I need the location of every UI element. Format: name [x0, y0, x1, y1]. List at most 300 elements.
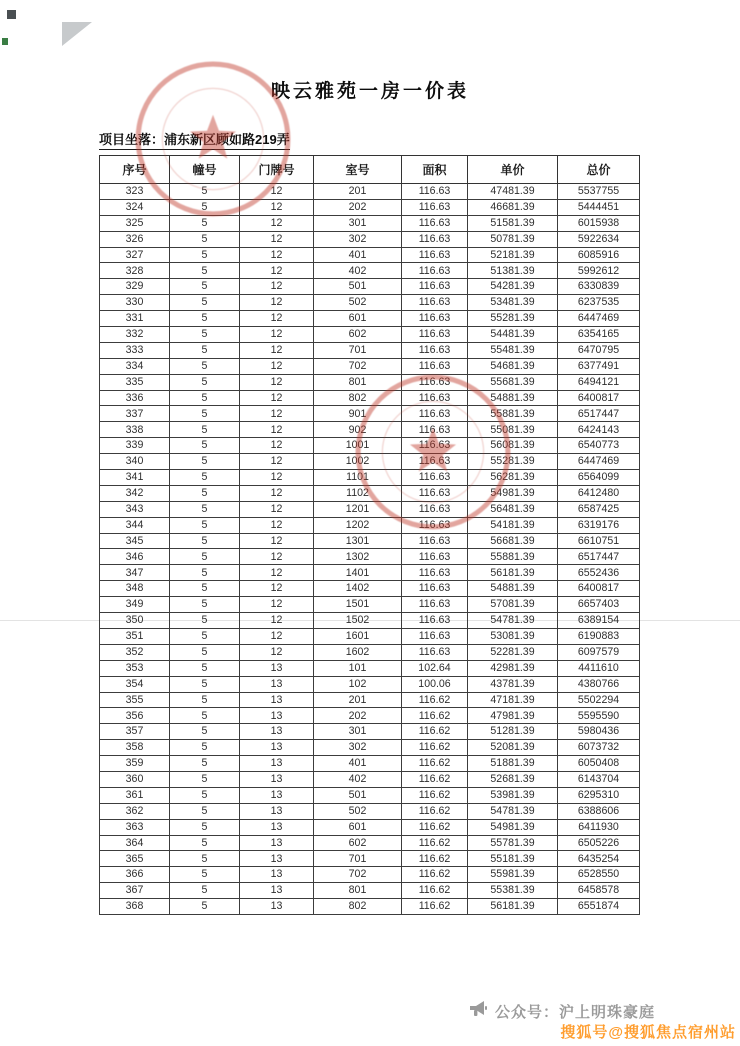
table-cell: 355: [100, 692, 170, 708]
table-cell: 55281.39: [468, 454, 558, 470]
table-cell: 341: [100, 470, 170, 486]
table-cell: 116.62: [402, 756, 468, 772]
table-row: [100, 628, 640, 644]
table-cell: 6424143: [558, 422, 640, 438]
table-cell: 901: [314, 406, 402, 422]
table-cell: 343: [100, 501, 170, 517]
table-cell: 52681.39: [468, 771, 558, 787]
table-cell: 5: [170, 374, 240, 390]
table-cell: 345: [100, 533, 170, 549]
table-row: [100, 613, 640, 629]
table-cell: 5: [170, 756, 240, 772]
table-cell: 363: [100, 819, 170, 835]
table-cell: 364: [100, 835, 170, 851]
table-cell: 43781.39: [468, 676, 558, 692]
table-row: [100, 485, 640, 501]
table-cell: 13: [240, 867, 314, 883]
table-cell: 348: [100, 581, 170, 597]
table-cell: 201: [314, 692, 402, 708]
table-cell: 51381.39: [468, 263, 558, 279]
table-row: [100, 597, 640, 613]
table-cell: 1501: [314, 597, 402, 613]
table-cell: 5992612: [558, 263, 640, 279]
table-cell: 12: [240, 628, 314, 644]
table-cell: 1402: [314, 581, 402, 597]
table-cell: 5: [170, 422, 240, 438]
table-cell: 116.63: [402, 613, 468, 629]
table-cell: 116.62: [402, 803, 468, 819]
table-cell: 52281.39: [468, 644, 558, 660]
table-cell: 116.63: [402, 406, 468, 422]
table-cell: 116.63: [402, 358, 468, 374]
table-cell: 5922634: [558, 231, 640, 247]
sohu-watermark: 搜狐号@搜狐焦点宿州站: [560, 1024, 736, 1041]
table-cell: 5: [170, 835, 240, 851]
table-cell: 12: [240, 215, 314, 231]
table-row: [100, 787, 640, 803]
table-cell: 342: [100, 485, 170, 501]
table-cell: 6458578: [558, 883, 640, 899]
table-cell: 5: [170, 644, 240, 660]
table-cell: 12: [240, 533, 314, 549]
table-cell: 4380766: [558, 676, 640, 692]
table-cell: 101: [314, 660, 402, 676]
table-row: [100, 517, 640, 533]
table-cell: 116.63: [402, 533, 468, 549]
table-cell: 54781.39: [468, 803, 558, 819]
table-cell: 12: [240, 422, 314, 438]
table-cell: 116.63: [402, 470, 468, 486]
table-cell: 5: [170, 597, 240, 613]
table-cell: 1101: [314, 470, 402, 486]
table-cell: 116.63: [402, 581, 468, 597]
table-cell: 353: [100, 660, 170, 676]
table-cell: 701: [314, 342, 402, 358]
table-cell: 328: [100, 263, 170, 279]
table-cell: 351: [100, 628, 170, 644]
table-row: [100, 470, 640, 486]
table-cell: 6050408: [558, 756, 640, 772]
table-cell: 12: [240, 438, 314, 454]
table-cell: 116.62: [402, 867, 468, 883]
table-cell: 1202: [314, 517, 402, 533]
table-cell: 6388606: [558, 803, 640, 819]
table-cell: 116.62: [402, 708, 468, 724]
table-cell: 5: [170, 533, 240, 549]
table-cell: 301: [314, 724, 402, 740]
table-cell: 53081.39: [468, 628, 558, 644]
table-cell: 5: [170, 613, 240, 629]
table-cell: 116.63: [402, 342, 468, 358]
table-cell: 1201: [314, 501, 402, 517]
table-cell: 5: [170, 787, 240, 803]
table-cell: 116.63: [402, 231, 468, 247]
table-cell: 54681.39: [468, 358, 558, 374]
table-cell: 116.62: [402, 851, 468, 867]
table-cell: 361: [100, 787, 170, 803]
table-cell: 5: [170, 517, 240, 533]
table-cell: 12: [240, 517, 314, 533]
table-cell: 356: [100, 708, 170, 724]
table-cell: 116.63: [402, 501, 468, 517]
table-cell: 6143704: [558, 771, 640, 787]
table-header-row: [100, 156, 640, 184]
table-cell: 5444451: [558, 199, 640, 215]
table-cell: 116.62: [402, 787, 468, 803]
table-cell: 116.62: [402, 740, 468, 756]
table-row: [100, 899, 640, 915]
table-cell: 116.63: [402, 422, 468, 438]
table-cell: 56681.39: [468, 533, 558, 549]
table-cell: 6319176: [558, 517, 640, 533]
table-row: [100, 756, 640, 772]
table-cell: 12: [240, 644, 314, 660]
table-cell: 116.63: [402, 184, 468, 200]
table-cell: 55481.39: [468, 342, 558, 358]
table-row: [100, 374, 640, 390]
table-cell: 54981.39: [468, 819, 558, 835]
table-cell: 13: [240, 740, 314, 756]
table-row: [100, 231, 640, 247]
table-cell: 116.63: [402, 327, 468, 343]
table-cell: 13: [240, 851, 314, 867]
table-cell: 323: [100, 184, 170, 200]
table-cell: 5: [170, 549, 240, 565]
table-cell: 53481.39: [468, 295, 558, 311]
table-cell: 6330839: [558, 279, 640, 295]
table-cell: 12: [240, 549, 314, 565]
table-cell: 5: [170, 899, 240, 915]
table-row: [100, 263, 640, 279]
table-cell: 6517447: [558, 549, 640, 565]
table-cell: 47481.39: [468, 184, 558, 200]
table-cell: 1002: [314, 454, 402, 470]
table-cell: 116.62: [402, 899, 468, 915]
table-cell: 6354165: [558, 327, 640, 343]
table-cell: 401: [314, 756, 402, 772]
table-cell: 116.63: [402, 628, 468, 644]
table-cell: 116.63: [402, 247, 468, 263]
table-cell: 501: [314, 279, 402, 295]
table-cell: 801: [314, 883, 402, 899]
table-cell: 5: [170, 692, 240, 708]
table-cell: 359: [100, 756, 170, 772]
table-row: [100, 819, 640, 835]
table-cell: 116.63: [402, 263, 468, 279]
table-cell: 5: [170, 708, 240, 724]
table-cell: 116.63: [402, 215, 468, 231]
table-cell: 53981.39: [468, 787, 558, 803]
table-row: [100, 342, 640, 358]
table-cell: 362: [100, 803, 170, 819]
table-cell: 302: [314, 231, 402, 247]
table-cell: 116.63: [402, 517, 468, 533]
table-cell: 116.63: [402, 549, 468, 565]
col-header-gate: 门牌号: [240, 156, 314, 184]
table-cell: 5: [170, 311, 240, 327]
table-cell: 360: [100, 771, 170, 787]
table-cell: 46681.39: [468, 199, 558, 215]
table-cell: 116.62: [402, 883, 468, 899]
table-cell: 5: [170, 358, 240, 374]
project-location: 项目坐落：浦东新区顾如路219弄: [99, 129, 290, 150]
table-cell: 6377491: [558, 358, 640, 374]
table-cell: 12: [240, 485, 314, 501]
table-cell: 116.63: [402, 311, 468, 327]
table-cell: 347: [100, 565, 170, 581]
page-title: 映云雅苑一房一价表: [270, 81, 469, 102]
table-cell: 702: [314, 358, 402, 374]
table-cell: 501: [314, 787, 402, 803]
table-cell: 5: [170, 406, 240, 422]
table-cell: 13: [240, 756, 314, 772]
col-header-building: 幢号: [170, 156, 240, 184]
table-cell: 52081.39: [468, 740, 558, 756]
table-cell: 1601: [314, 628, 402, 644]
table-cell: 52181.39: [468, 247, 558, 263]
table-cell: 12: [240, 358, 314, 374]
table-cell: 55981.39: [468, 867, 558, 883]
megaphone-icon: [468, 1000, 488, 1022]
table-cell: 6435254: [558, 851, 640, 867]
table-cell: 1502: [314, 613, 402, 629]
table-cell: 6447469: [558, 454, 640, 470]
table-cell: 12: [240, 247, 314, 263]
table-cell: 6470795: [558, 342, 640, 358]
table-cell: 12: [240, 199, 314, 215]
table-cell: 12: [240, 184, 314, 200]
table-cell: 116.63: [402, 295, 468, 311]
table-row: [100, 311, 640, 327]
table-cell: 5: [170, 454, 240, 470]
col-header-room: 室号: [314, 156, 402, 184]
table-cell: 6400817: [558, 581, 640, 597]
table-cell: 5: [170, 740, 240, 756]
table-cell: 6657403: [558, 597, 640, 613]
table-cell: 365: [100, 851, 170, 867]
table-cell: 116.63: [402, 390, 468, 406]
table-cell: 42981.39: [468, 660, 558, 676]
table-cell: 702: [314, 867, 402, 883]
table-row: [100, 803, 640, 819]
table-cell: 1102: [314, 485, 402, 501]
table-cell: 602: [314, 835, 402, 851]
table-cell: 333: [100, 342, 170, 358]
table-cell: 5: [170, 438, 240, 454]
table-cell: 202: [314, 199, 402, 215]
table-cell: 13: [240, 771, 314, 787]
table-cell: 5: [170, 327, 240, 343]
table-cell: 13: [240, 692, 314, 708]
table-row: [100, 549, 640, 565]
table-cell: 54281.39: [468, 279, 558, 295]
table-cell: 56481.39: [468, 501, 558, 517]
table-row: [100, 644, 640, 660]
table-cell: 354: [100, 676, 170, 692]
table-cell: 6494121: [558, 374, 640, 390]
table-cell: 349: [100, 597, 170, 613]
table-cell: 330: [100, 295, 170, 311]
price-table: [99, 155, 640, 915]
table-cell: 5: [170, 215, 240, 231]
table-cell: 368: [100, 899, 170, 915]
table-cell: 324: [100, 199, 170, 215]
table-cell: 55681.39: [468, 374, 558, 390]
table-cell: 329: [100, 279, 170, 295]
table-cell: 340: [100, 454, 170, 470]
table-row: [100, 390, 640, 406]
table-row: [100, 708, 640, 724]
col-header-unit-price: 单价: [468, 156, 558, 184]
table-cell: 6528550: [558, 867, 640, 883]
table-cell: 12: [240, 501, 314, 517]
table-row: [100, 660, 640, 676]
table-cell: 12: [240, 295, 314, 311]
table-cell: 13: [240, 676, 314, 692]
table-cell: 55181.39: [468, 851, 558, 867]
table-cell: 5: [170, 485, 240, 501]
table-cell: 332: [100, 327, 170, 343]
table-cell: 5: [170, 581, 240, 597]
table-cell: 12: [240, 581, 314, 597]
table-cell: 54781.39: [468, 613, 558, 629]
table-cell: 51881.39: [468, 756, 558, 772]
table-cell: 6551874: [558, 899, 640, 915]
table-cell: 116.62: [402, 835, 468, 851]
table-cell: 54881.39: [468, 390, 558, 406]
table-cell: 13: [240, 819, 314, 835]
table-cell: 336: [100, 390, 170, 406]
table-row: [100, 676, 640, 692]
table-cell: 1301: [314, 533, 402, 549]
table-row: [100, 358, 640, 374]
table-cell: 50781.39: [468, 231, 558, 247]
table-cell: 801: [314, 374, 402, 390]
table-row: [100, 851, 640, 867]
table-cell: 202: [314, 708, 402, 724]
table-cell: 602: [314, 327, 402, 343]
table-cell: 5502294: [558, 692, 640, 708]
table-row: [100, 406, 640, 422]
table-cell: 6400817: [558, 390, 640, 406]
table-cell: 5: [170, 851, 240, 867]
table-row: [100, 533, 640, 549]
table-cell: 56181.39: [468, 899, 558, 915]
table-row: [100, 724, 640, 740]
table-cell: 325: [100, 215, 170, 231]
table-cell: 55281.39: [468, 311, 558, 327]
table-cell: 12: [240, 279, 314, 295]
table-cell: 4411610: [558, 660, 640, 676]
table-cell: 116.63: [402, 279, 468, 295]
table-cell: 5: [170, 295, 240, 311]
table-cell: 13: [240, 803, 314, 819]
table-cell: 6073732: [558, 740, 640, 756]
table-cell: 13: [240, 883, 314, 899]
table-cell: 13: [240, 724, 314, 740]
table-cell: 6412480: [558, 485, 640, 501]
table-cell: 5: [170, 263, 240, 279]
table-cell: 6517447: [558, 406, 640, 422]
table-cell: 802: [314, 899, 402, 915]
table-row: [100, 279, 640, 295]
table-cell: 5: [170, 184, 240, 200]
table-cell: 13: [240, 899, 314, 915]
table-cell: 116.63: [402, 454, 468, 470]
table-row: [100, 247, 640, 263]
table-row: [100, 422, 640, 438]
table-cell: 344: [100, 517, 170, 533]
table-cell: 335: [100, 374, 170, 390]
table-cell: 54181.39: [468, 517, 558, 533]
table-cell: 5: [170, 819, 240, 835]
table-cell: 601: [314, 819, 402, 835]
table-cell: 12: [240, 613, 314, 629]
table-cell: 12: [240, 311, 314, 327]
price-table-body: [100, 184, 640, 915]
table-cell: 5: [170, 342, 240, 358]
table-cell: 350: [100, 613, 170, 629]
table-cell: 5: [170, 247, 240, 263]
table-cell: 116.63: [402, 597, 468, 613]
table-cell: 116.63: [402, 374, 468, 390]
table-cell: 55081.39: [468, 422, 558, 438]
table-cell: 5: [170, 279, 240, 295]
table-row: [100, 867, 640, 883]
table-cell: 6085916: [558, 247, 640, 263]
table-cell: 6097579: [558, 644, 640, 660]
table-row: [100, 295, 640, 311]
table-cell: 402: [314, 771, 402, 787]
table-cell: 6411930: [558, 819, 640, 835]
table-cell: 326: [100, 231, 170, 247]
table-cell: 5: [170, 867, 240, 883]
table-row: [100, 740, 640, 756]
scan-artifact-ink: [7, 10, 16, 19]
table-cell: 5: [170, 803, 240, 819]
scan-artifact-speck: [2, 38, 8, 45]
table-cell: 47981.39: [468, 708, 558, 724]
table-cell: 401: [314, 247, 402, 263]
table-cell: 116.63: [402, 438, 468, 454]
table-cell: 5980436: [558, 724, 640, 740]
table-cell: 116.62: [402, 692, 468, 708]
table-cell: 338: [100, 422, 170, 438]
table-cell: 6190883: [558, 628, 640, 644]
table-cell: 6389154: [558, 613, 640, 629]
table-cell: 6552436: [558, 565, 640, 581]
table-cell: 902: [314, 422, 402, 438]
table-row: [100, 883, 640, 899]
table-cell: 51281.39: [468, 724, 558, 740]
table-cell: 5: [170, 565, 240, 581]
table-cell: 5: [170, 676, 240, 692]
table-cell: 12: [240, 327, 314, 343]
table-cell: 601: [314, 311, 402, 327]
table-cell: 6564099: [558, 470, 640, 486]
table-cell: 346: [100, 549, 170, 565]
table-cell: 116.63: [402, 199, 468, 215]
table-cell: 54481.39: [468, 327, 558, 343]
table-cell: 6295310: [558, 787, 640, 803]
col-header-total-price: 总价: [558, 156, 640, 184]
table-cell: 54881.39: [468, 581, 558, 597]
table-cell: 56281.39: [468, 470, 558, 486]
footer: [468, 1000, 655, 1022]
table-cell: 6237535: [558, 295, 640, 311]
table-cell: 116.62: [402, 771, 468, 787]
table-cell: 5595590: [558, 708, 640, 724]
